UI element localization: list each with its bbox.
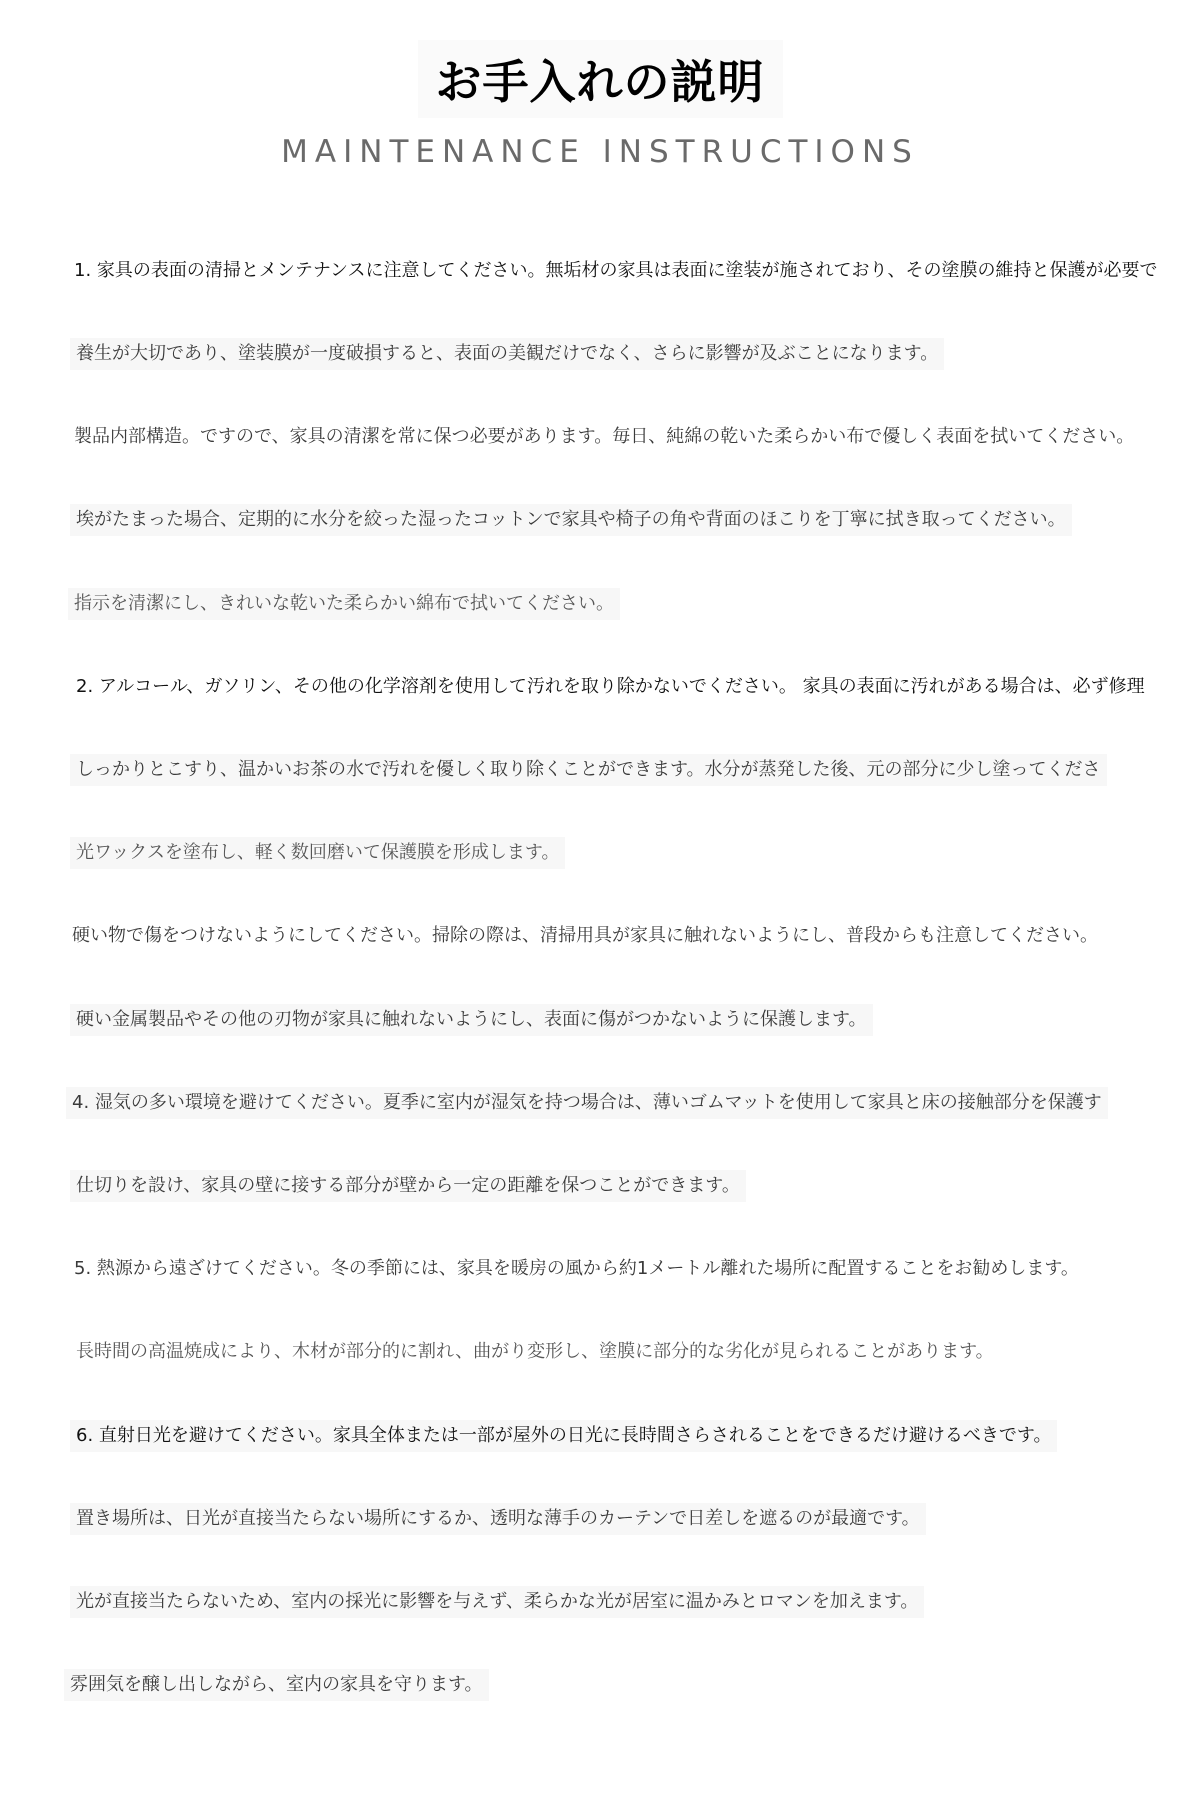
instruction-line-17: 光が直接当たらないため、室内の採光に影響を与えず、柔らかな光が居室に温かみとロマンを加えます。 [70, 1586, 924, 1618]
title-wrap [0, 40, 1200, 118]
instruction-line-1: 1. 家具の表面の清掃とメンテナンスに注意してください。無垢材の家具は表面に塗装が施されており、その塗膜の維持と保護が必要で [74, 260, 1158, 281]
instruction-line-12: 仕切りを設け、家具の壁に接する部分が壁から一定の距離を保つことができます。 [70, 1170, 746, 1202]
instruction-line-2: 養生が大切であり、塗装膜が一度破損すると、表面の美観だけでなく、さらに影響が及ぶことになります。 [70, 338, 944, 370]
page-subtitle: MAINTENANCE INSTRUCTIONS [281, 134, 919, 170]
page-title: お手入れの説明 [418, 40, 783, 118]
instruction-line-16: 置き場所は、日光が直接当たらない場所にするか、透明な薄手のカーテンで日差しを遮るのが最適です。 [70, 1503, 926, 1535]
instruction-line-6: 2. アルコール、ガソリン、その他の化学溶剤を使用して汚れを取り除かないでください。 家具の表面に汚れがある場合は、必ず修理 [76, 676, 1145, 697]
instruction-line-11: 4. 湿気の多い環境を避けてください。夏季に室内が湿気を持つ場合は、薄いゴムマットを使用して家具と床の接触部分を保護す [66, 1087, 1108, 1119]
instruction-line-4: 埃がたまった場合、定期的に水分を絞った湿ったコットンで家具や椅子の角や背面のほこりを丁寧に拭き取ってください。 [70, 504, 1072, 536]
instruction-line-9: 硬い物で傷をつけないようにしてください。掃除の際は、清掃用具が家具に触れないようにし、普段からも注意してください。 [72, 925, 1098, 946]
instruction-line-14: 長時間の高温焼成により、木材が部分的に割れ、曲がり変形し、塗膜に部分的な劣化が見られることがあります。 [76, 1341, 994, 1362]
instruction-line-8: 光ワックスを塗布し、軽く数回磨いて保護膜を形成します。 [70, 837, 565, 869]
instruction-line-7: しっかりとこすり、温かいお茶の水で汚れを優しく取り除くことができます。水分が蒸発した後、元の部分に少し塗ってくださ [70, 754, 1107, 786]
instruction-line-5: 指示を清潔にし、きれいな乾いた柔らかい綿布で拭いてください。 [68, 588, 620, 620]
instruction-line-10: 硬い金属製品やその他の刃物が家具に触れないようにし、表面に傷がつかないように保護します。 [70, 1004, 873, 1036]
instruction-line-13: 5. 熱源から遠ざけてください。冬の季節には、家具を暖房の風から約1メートル離れた場所に配置することをお勧めします。 [74, 1258, 1079, 1279]
instruction-line-3: 製品内部構造。ですので、家具の清潔を常に保つ必要があります。毎日、純綿の乾いた柔らかい布で優しく表面を拭いてください。 [74, 426, 1135, 447]
instruction-line-18: 雰囲気を醸し出しながら、室内の家具を守ります。 [64, 1669, 489, 1701]
instruction-line-15: 6. 直射日光を避けてください。家具全体または一部が屋外の日光に長時間さらされることをできるだけ避けるべきです。 [70, 1420, 1057, 1452]
